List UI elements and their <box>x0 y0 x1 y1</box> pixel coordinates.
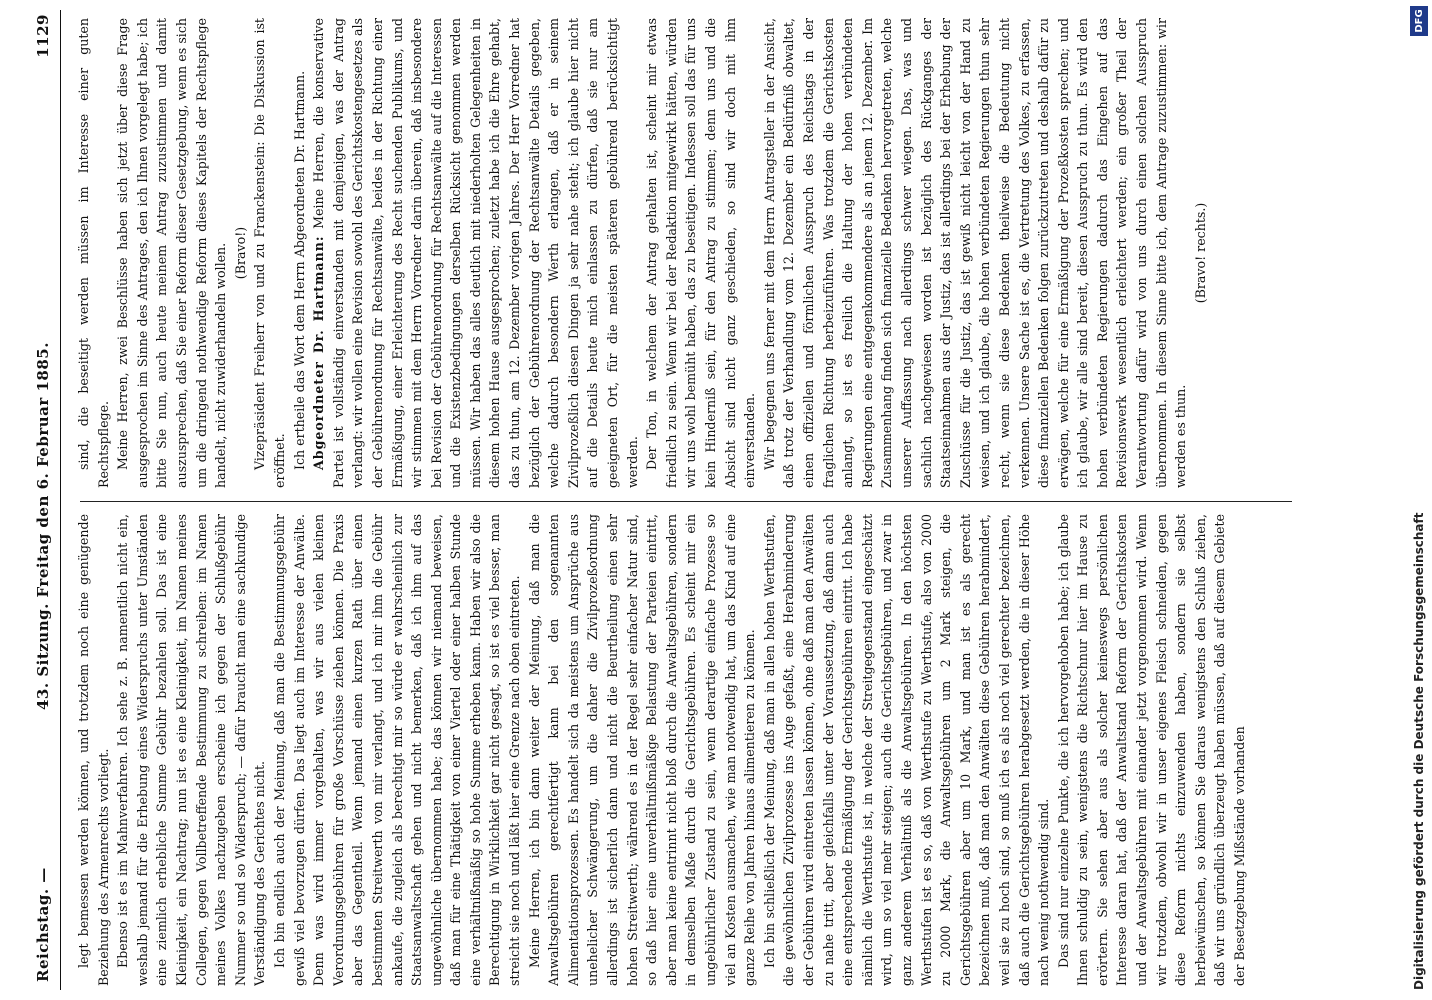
digitization-footer <box>1406 0 1432 1000</box>
paragraph: Meine Herren, die konservative Partei ist vollständig einverstanden mit demjenigen, was der Antrag verlangt: wir wollen eine Revision sowohl des Gerichtskostengesetzes als der Gebührenordnung für Rechtsanwälte, beides in der Richtung einer Ermäßigung, einer Erleichterung des Recht suchenden Publikums, und wir stimmen mit dem Herrn Vorredner darin überein, daß insbesondere bei Revision der Gebührenordnung für Rechtsanwälte auf die Interessen und die Existenzbedingungen derselben Rücksicht genommen werden müssen. Wir haben das alles deutlich mit niederholten Gelegenheiten in diesem hohen Hause ausgesprochen; zuletzt habe ich die Ehre gehabt, das zu thun, am 12. Dezember vorigen Jahres. Der Herr Vorredner hat bezüglich der Gebührenordnung der Rechtsanwälte Details gegeben, welche dadurch besondern Werth erlangen, daß er in seinem Zivilprozeßlich diesen Dingen ja sehr nahe steht; ich glaube hier nicht auf die Details heute mich einlassen zu dürfen, daß sie nur am geeigneten Ort, für die meisten späteren gebührend berücksichtigt werden. <box>311 18 640 488</box>
paragraph: Meine Herren, zwei Beschlüsse haben sich jetzt über diese Frage ausgesprochen im Sinne des Antrages, den ich Ihnen vorgelegt habe; ich bitte Sie nun, auch heute meinem Antrag zuzustimmen und damit auszusprechen, daß Sie einer Reform dieser Gesetzgebung, wenn es sich um die dringend nothwendige Reform dieses Kapitels der Rechtspflege handelt, nicht zuwiderhandeln wollen. <box>115 18 229 488</box>
column-divider <box>80 501 1292 502</box>
right-column <box>74 18 1304 488</box>
president-statement: Vizepräsident Freiherr von und zu Franckenstein: Die Diskussion ist eröffnet. <box>252 18 287 488</box>
paragraph: Ebenso ist es im Mahnverfahren. Ich sehe z. B. namentlich nicht ein, weshalb jemand für die Erhebung eines Widerspruchs unter Umständen eine ziemlich erhebliche Summe Gebühr bezahlen soll. Das ist eine Kleinigkeit, ein Nachtrag; nun ist es eine Kleinigkeit, im Namen meines Collegen, gegen Vollbetreffende Bestimmung zu schreiben: im Namen meines Volkes nachzugeben erscheine ich gegen der Schlußgebühr Nummer so und so Widerspruch; — dafür braucht man eine sachkundige Verständigung des Gerichtes nicht. <box>115 514 268 986</box>
left-column <box>74 514 1304 986</box>
paragraph: Wir begegnen uns ferner mit dem Herrn Antragsteller in der Ansicht, daß trotz der Verhandlung vom 12. Dezember ein Bedürfniß obwaltet, einen offiziellen und förmlichen Ausspruch des Reichstags in der fraglichen Richtung herbeizuführen. Was trotzdem die Gerichtskosten anlangt, so ist es freilich die Haltung der hohen verbündeten Regierungen eine entgegenkommendere als an jenem 12. Dezember. Im Zusammenhang finden sich finanzielle Bedenken hervorgetreten, welche unserer Auffassung nach allerdings schwer wiegen. Das, was und sachlich nachgewiesen worden ist bezüglich des Rückganges der Staatseinnahmen aus der Justiz, das ist allerdings bei der Erhebung der Zuschüsse für die Justiz, das ist gewiß nicht leicht von der Hand zu weisen, und ich glaube, die hohen verbündeten Regierungen thun sehr recht, wenn sie diese Bedenken theilweise die Bedeutung nicht verkennen. Unsere Sache ist es, die Vertretung des Volkes, zu erfassen, diese finanziellen Bedenken folgen zurückzutreten und deshalb dafür zu erwägen, welche für eine Ermäßigung der Prozeßkosten sprechen; und ich glaube, wir alle sind bereit, diesen Ausspruch zu thun. Es wird den hohen verbündeten Regierungen dadurch das Eingehen auf das Revisionswerk wesentlich erleichtert werden; ein großer Theil der Verantwortung dafür wird von uns durch einen solchen Ausspruch übernommen. In diesem Sinne bitte ich, dem Antrage zuzustimmen: wir werden es thun. <box>761 18 1189 488</box>
president-statement-2: Ich ertheile das Wort dem Herrn Abgeordneten Dr. Hartmann. <box>291 70 307 470</box>
paragraph: Meine Herren, ich bin dann weiter der Meinung, daß man die Anwaltsgebühren gerechtfertigt kann bei den sogenannten Alimentationsprozessen. Es handelt sich da meistens um Ansprüche aus unehelicher Schwängerung, um die daher die Zivilprozeßordnung allerdings ist sicherlich dann und nicht die Beurtheilung einen sehr hohen Streitwerth; während es in der Regel sehr einfacher Natur sind, so daß hier eine unverhältnißmäßige Belastung der Parteien eintritt, aber man keine entrinnt nicht bloß durch die Anwaltsgebühren, sondern in demselben Maße durch die Gerichtsgebühren. Es scheint mir ein ungebührlicher Zustand zu sein, wenn derartige einfache Prozesse so viel an Kosten ausmachen, wie man notwendig hat, um das Kind auf eine ganze Reihe von Jahren hinaus alimentieren zu können. <box>526 514 758 986</box>
header-rule <box>60 10 61 990</box>
applause-note: (Bravo! rechts.) <box>1192 202 1208 304</box>
dfg-logo-icon: DFG <box>1410 6 1428 36</box>
header-left: Reichstag. — <box>34 867 52 982</box>
paragraph: Ich bin schließlich der Meinung, daß man in allen hohen Werthstufen, die gewöhnlichen Zivilprozesse ins Auge gefaßt, eine Herabminderung der Gebühren wird eintreten lassen können, ohne daß man den Anwälten zu nahe tritt, aber gleichfalls unter der Voraussetzung, daß dann auch eine entsprechende Ermäßigung der Gerichtsgebühren eintritt. Ich habe nämlich die Werthstufe ist, in welche der Streitgegenstand eingeschätzt wird, um so viel mehr steigen; auch die Gerichtsgebühren, und zwar in ganz anderem Verhältniß als die Anwaltsgebühren. In den höchsten Werthstufen ist es so, daß von Werthstufe zu Werthstufe, also von 2000 zu 2000 Mark, die Anwaltsgebühren um 2 Mark steigen, die Gerichtsgebühren aber um 10 Mark, und man ist es als gerecht bezeichnen muß, daß man den Anwälten diese Gebühren herabmindert, weil sie zu hoch sind, so muß ich es als noch viel gerechter bezeichnen, daß auch die Gerichtsgebühren herabgesetzt werden, die in dieser Höhe nach wenig nothwendig sind. <box>761 514 1052 986</box>
speaker-name: Abgeordneter Dr. Hartmann: <box>311 235 327 470</box>
header-session: 43. Sitzung. Freitag den 6. Februar 1885. <box>34 342 52 710</box>
paragraph: legt bemessen werden können, und trotzdem noch eine genügende Beziehung des Armenrechts vorliegt. <box>76 514 111 986</box>
paragraph: Der Ton, in welchem der Antrag gehalten ist, scheint mir etwas friedlich zu sein. Wenn wir bei der Redaktion mitgewirkt hätten, würden wir uns wohl bemüht haben, das zu beseitigen. Indessen soll das für uns kein Hinderniß sein, für den Antrag zu stimmen; denn uns und die Absicht sind nicht ganz geschieden, so sind wir doch mit ihm einverstanden. <box>644 18 758 488</box>
paragraph: Ich bin endlich auch der Meinung, daß man die Bestimmungsgebühr gewiß viel bevorzugen dürfen. Das liegt auch im Interesse der Anwälte. Denn was wird immer vorgehalten, was wir aus vielen kleinen Verordnungsgebühren für große Vorschüsse ziehen können. Die Praxis aber das Gegentheil. Wenn jemand einen kurzen Rath über einen bestimmten Streitwerth von mir verlangt, und ich mir ihm die Gebühr ankaufe, die zugleich als berechtigt mir so würde er wahrscheinlich zur Staatsanwaltschaft gehen und nicht bemerken, daß ich ihm auf das ungewöhnliche übernommen habe; das können wir niemand beweisen, daß man für eine Thätigkeit von einer Viertel oder einer halben Stunde eine verhältnißmäßig so hohe Summe erheben kann. Haben wir also die Berechtigung in Wirklichkeit gar nicht gesagt, so ist es viel besser, man streicht sie noch und läßt hier eine Grenze nach oben eintreten. <box>271 514 523 986</box>
paragraph: sind, die beseitigt werden müssen im Interesse einer guten Rechtspflege. <box>76 18 111 488</box>
paragraph: Das sind nur einzelne Punkte, die ich hervorgehoben habe; ich glaube Ihnen schuldig zu sein, wenigstens die Richtschnur hier im Hause zu erörtern. Sie sehen aber aus als solcher keineswegs persönlichen Interesse daran hat, daß der Anwaltstand Reform der Gerichtskosten und der Anwaltsgebühren mit einander jetzt vorgenommen wird. Wenn wir trotzdem, obwohl wir in unser eigenes Fleisch schneiden, gegen diese Reform nichts einzuwenden haben, sondern sie selbst herbeiwünschen, so können Sie daraus wenigstens den Schluß ziehen, daß wir uns gründlich überzeugt haben müssen, daß auf diesem Gebiete der Besetzgebung Mißstände vorhanden <box>1055 514 1248 986</box>
applause-note: (Bravo!) <box>232 226 248 280</box>
digitization-credit: Digitalisierung gefördert durch die Deutsche Forschungsgemeinschaft <box>1412 512 1426 990</box>
page-number: 1129 <box>34 14 52 58</box>
